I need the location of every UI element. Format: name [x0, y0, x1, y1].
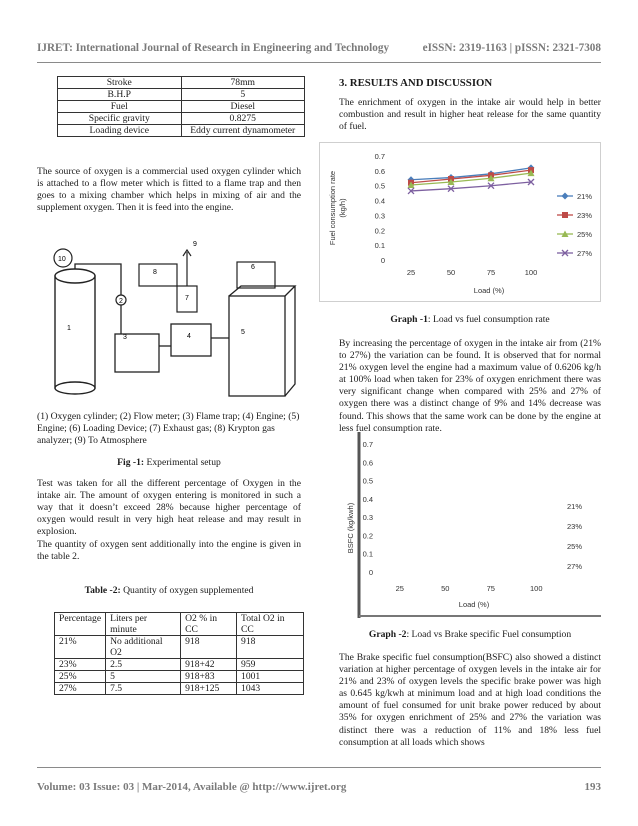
experimental-setup-figure	[37, 236, 303, 402]
y-tick-label: 0.6	[362, 458, 373, 468]
dynamometer-block	[229, 286, 295, 396]
legend-label: 25%	[577, 230, 593, 239]
fig-label: 1	[67, 325, 71, 332]
y-tick-label: 0.5	[374, 181, 385, 191]
table2-caption-text: Quantity of oxygen supplemented	[120, 585, 254, 596]
table-cell: B.H.P	[58, 89, 182, 101]
legend-label: 21%	[567, 502, 583, 511]
table-header-cell: O2 % in CC	[181, 613, 237, 636]
engine-box	[171, 324, 211, 356]
table-cell: Diesel	[181, 101, 305, 113]
y-tick-label: 0.2	[374, 226, 385, 236]
y-axis-label: Fuel consumption rate	[328, 170, 337, 246]
table-cell: 1001	[237, 671, 304, 683]
table-cell: Stroke	[58, 77, 182, 89]
table-row	[55, 671, 304, 683]
table-cell: 918+83	[181, 671, 237, 683]
fig-label: 10	[58, 256, 66, 263]
series-line	[411, 170, 531, 183]
x-tick-label: 100	[529, 584, 543, 593]
table2-caption	[37, 585, 301, 596]
legend-label: 23%	[567, 522, 583, 531]
x-axis-label: Load (%)	[473, 286, 505, 295]
table-header-cell: Total O2 in CC	[237, 613, 304, 636]
journal-title: IJRET: International Journal of Research in Engineering and Technology	[37, 42, 390, 54]
y-tick-label: 0.4	[374, 196, 385, 206]
x-tick-label: 75	[486, 584, 495, 593]
table-cell: 918	[181, 636, 237, 659]
y-tick-label: 0.7	[374, 152, 385, 161]
fig-label: 5	[241, 329, 245, 336]
table-cell: 5	[106, 671, 181, 683]
table-cell: 918+125	[181, 683, 237, 695]
graph2-caption	[339, 629, 601, 640]
table-row	[55, 659, 304, 671]
table-cell: 27%	[55, 683, 106, 695]
y-axis-label: (kg/h)	[338, 198, 347, 218]
footer-volume: Volume: 03 Issue: 03 | Mar-2014, Available @ http://www.ijret.org	[37, 781, 347, 793]
table-cell: Specific gravity	[58, 113, 182, 125]
table-row	[58, 113, 305, 125]
x-tick-label: 50	[441, 584, 450, 593]
journal-header	[37, 42, 601, 54]
fig-label: 9	[193, 241, 197, 248]
x-tick-label: 25	[395, 584, 404, 593]
graph1-caption-text: : Load vs fuel consumption rate	[427, 314, 550, 325]
quantity-paragraph: The quantity of oxygen sent additionally into the engine is given in the table 2.	[37, 539, 301, 563]
table-cell: Fuel	[58, 101, 182, 113]
legend-label: 21%	[577, 192, 593, 201]
fig-label: 7	[185, 295, 189, 302]
header-rule	[37, 62, 601, 63]
loading-device	[237, 262, 275, 288]
fig-label: 6	[251, 264, 255, 271]
oxygen-quantity-table	[54, 612, 304, 695]
fig-label: 8	[153, 269, 157, 276]
fuel-consumption-paragraph: By increasing the percentage of oxygen in the intake air from (21% to 27%) the variation can be found. It is observed that for normal 21% oxygen level the engine had a maximum value of 0.6206 kg/h at 100% load when taken for 23% of oxygen enrichment there was very significant change when compared with 25% and 27% of oxygen there was a distinct change of 9% and 14% decrease was found. This shows that the same work can be done by the engine at less fuel consumption rate.	[339, 338, 601, 434]
y-tick-label: 0.7	[362, 440, 373, 449]
x-tick-label: 100	[524, 268, 538, 277]
table-header-row	[55, 613, 304, 636]
footer-rule	[37, 767, 601, 768]
table-row	[58, 89, 305, 101]
y-tick-label: 0.3	[374, 211, 385, 221]
fig-label: 3	[123, 334, 127, 341]
table-cell: Eddy current dynamometer	[181, 125, 305, 137]
bsfc-paragraph: The Brake specific fuel consumption(BSFC) also showed a distinct variation at higher percentage of oxygen levels in the intake air for 21% and 23% of oxygen levels the specific brake power was high as 0.645 kg/kwh at minimum load and at high load conditions the amount of fuel consumed for unit brake power reduced by about 35% for oxygen enrichment of 25% and 27% the variation was distinct there was a reduction of 11% and 18% less fuel consumption at all loads which shows	[339, 652, 601, 748]
table-cell: 23%	[55, 659, 106, 671]
table-header-cell: Liters per minute	[106, 613, 181, 636]
graph1-caption-label: Graph -1	[390, 314, 428, 325]
table-cell: No additional O2	[106, 636, 181, 659]
table-cell: 1043	[237, 683, 304, 695]
table-cell: 918+42	[181, 659, 237, 671]
page-footer	[37, 781, 601, 793]
table-cell: 5	[181, 89, 305, 101]
x-axis-label: Load (%)	[458, 600, 490, 609]
x-tick-label: 25	[406, 268, 416, 277]
y-tick-label: 0	[368, 568, 373, 577]
figure-caption-label: Fig -1:	[117, 457, 145, 468]
y-tick-label: 0.6	[374, 166, 385, 176]
bsfc-chart	[339, 432, 601, 618]
table-cell: 959	[237, 659, 304, 671]
fig-label: 2	[119, 298, 123, 305]
table-row	[55, 683, 304, 695]
engine-spec-table	[57, 76, 305, 137]
table-cell: 0.8275	[181, 113, 305, 125]
table-row	[58, 125, 305, 137]
y-axis-label: BSFC (kg/kwh)	[346, 502, 355, 554]
krypton-analyzer	[139, 264, 177, 286]
flame-trap	[115, 334, 159, 372]
figure-legend: (1) Oxygen cylinder; (2) Flow meter; (3) Flame trap; (4) Engine; (5) Engine; (6) Loading Device; (7) Exhaust gas; (8) Krypton gas analyzer; (9) To Atmosphere	[37, 411, 300, 447]
page-number: 193	[584, 781, 601, 793]
series-line	[411, 168, 531, 180]
y-tick-label: 0.5	[362, 476, 373, 486]
data-point	[562, 212, 568, 218]
table-cell: 918	[237, 636, 304, 659]
test-paragraph: Test was taken for all the different percentage of Oxygen in the intake air. The amount of oxygen entering is monitored in such a way that it doesn’t exceed 28% because higher percentage of oxygen would result in very high heat release and may result in explosion.	[37, 478, 301, 538]
table2-caption-label: Table -2:	[84, 585, 121, 596]
table-cell: 78mm	[181, 77, 305, 89]
y-tick-label: 0.1	[362, 549, 373, 559]
oxygen-source-paragraph: The source of oxygen is a commercial used oxygen cylinder which is attached to a flow meter which is fitted to a flame trap and then goes to a mixing chamber which helps in mixing of air and the supplement oxygen. Then it is feed into the engine.	[37, 166, 301, 214]
legend-label: 27%	[577, 249, 593, 258]
table-cell: Loading device	[58, 125, 182, 137]
fig-label: 4	[187, 333, 191, 340]
section-title: 3. RESULTS AND DISCUSSION	[339, 77, 493, 89]
table-cell: 2.5	[106, 659, 181, 671]
figure-caption	[37, 457, 301, 468]
y-tick-label: 0.3	[362, 513, 373, 523]
figure-caption-text: Experimental setup	[144, 457, 221, 468]
y-tick-label: 0.2	[362, 531, 373, 541]
table-cell: 25%	[55, 671, 106, 683]
table-row	[58, 101, 305, 113]
legend-label: 23%	[577, 211, 593, 220]
legend-label: 27%	[567, 562, 583, 571]
legend-label: 25%	[567, 542, 583, 551]
y-tick-label: 0.4	[362, 494, 373, 504]
table-row	[58, 77, 305, 89]
graph1-caption	[339, 314, 601, 325]
journal-issn: eISSN: 2319-1163 | pISSN: 2321-7308	[422, 42, 601, 54]
table-row	[55, 636, 304, 659]
table-header-cell: Percentage	[55, 613, 106, 636]
table-cell: 21%	[55, 636, 106, 659]
data-point	[562, 193, 569, 200]
x-tick-label: 75	[486, 268, 496, 277]
graph2-caption-text: : Load vs Brake specific Fuel consumption	[406, 629, 572, 640]
oxygen-cylinder	[55, 269, 95, 394]
y-tick-label: 0	[380, 256, 385, 265]
table-cell: 7.5	[106, 683, 181, 695]
fuel-consumption-chart	[319, 142, 601, 302]
graph2-caption-label: Graph -2	[368, 629, 407, 640]
x-tick-label: 50	[446, 268, 456, 277]
y-tick-label: 0.1	[374, 241, 385, 251]
results-intro-paragraph: The enrichment of oxygen in the intake air would help in better combustion and result in higher heat release for the same quantity of fuel.	[339, 97, 601, 133]
